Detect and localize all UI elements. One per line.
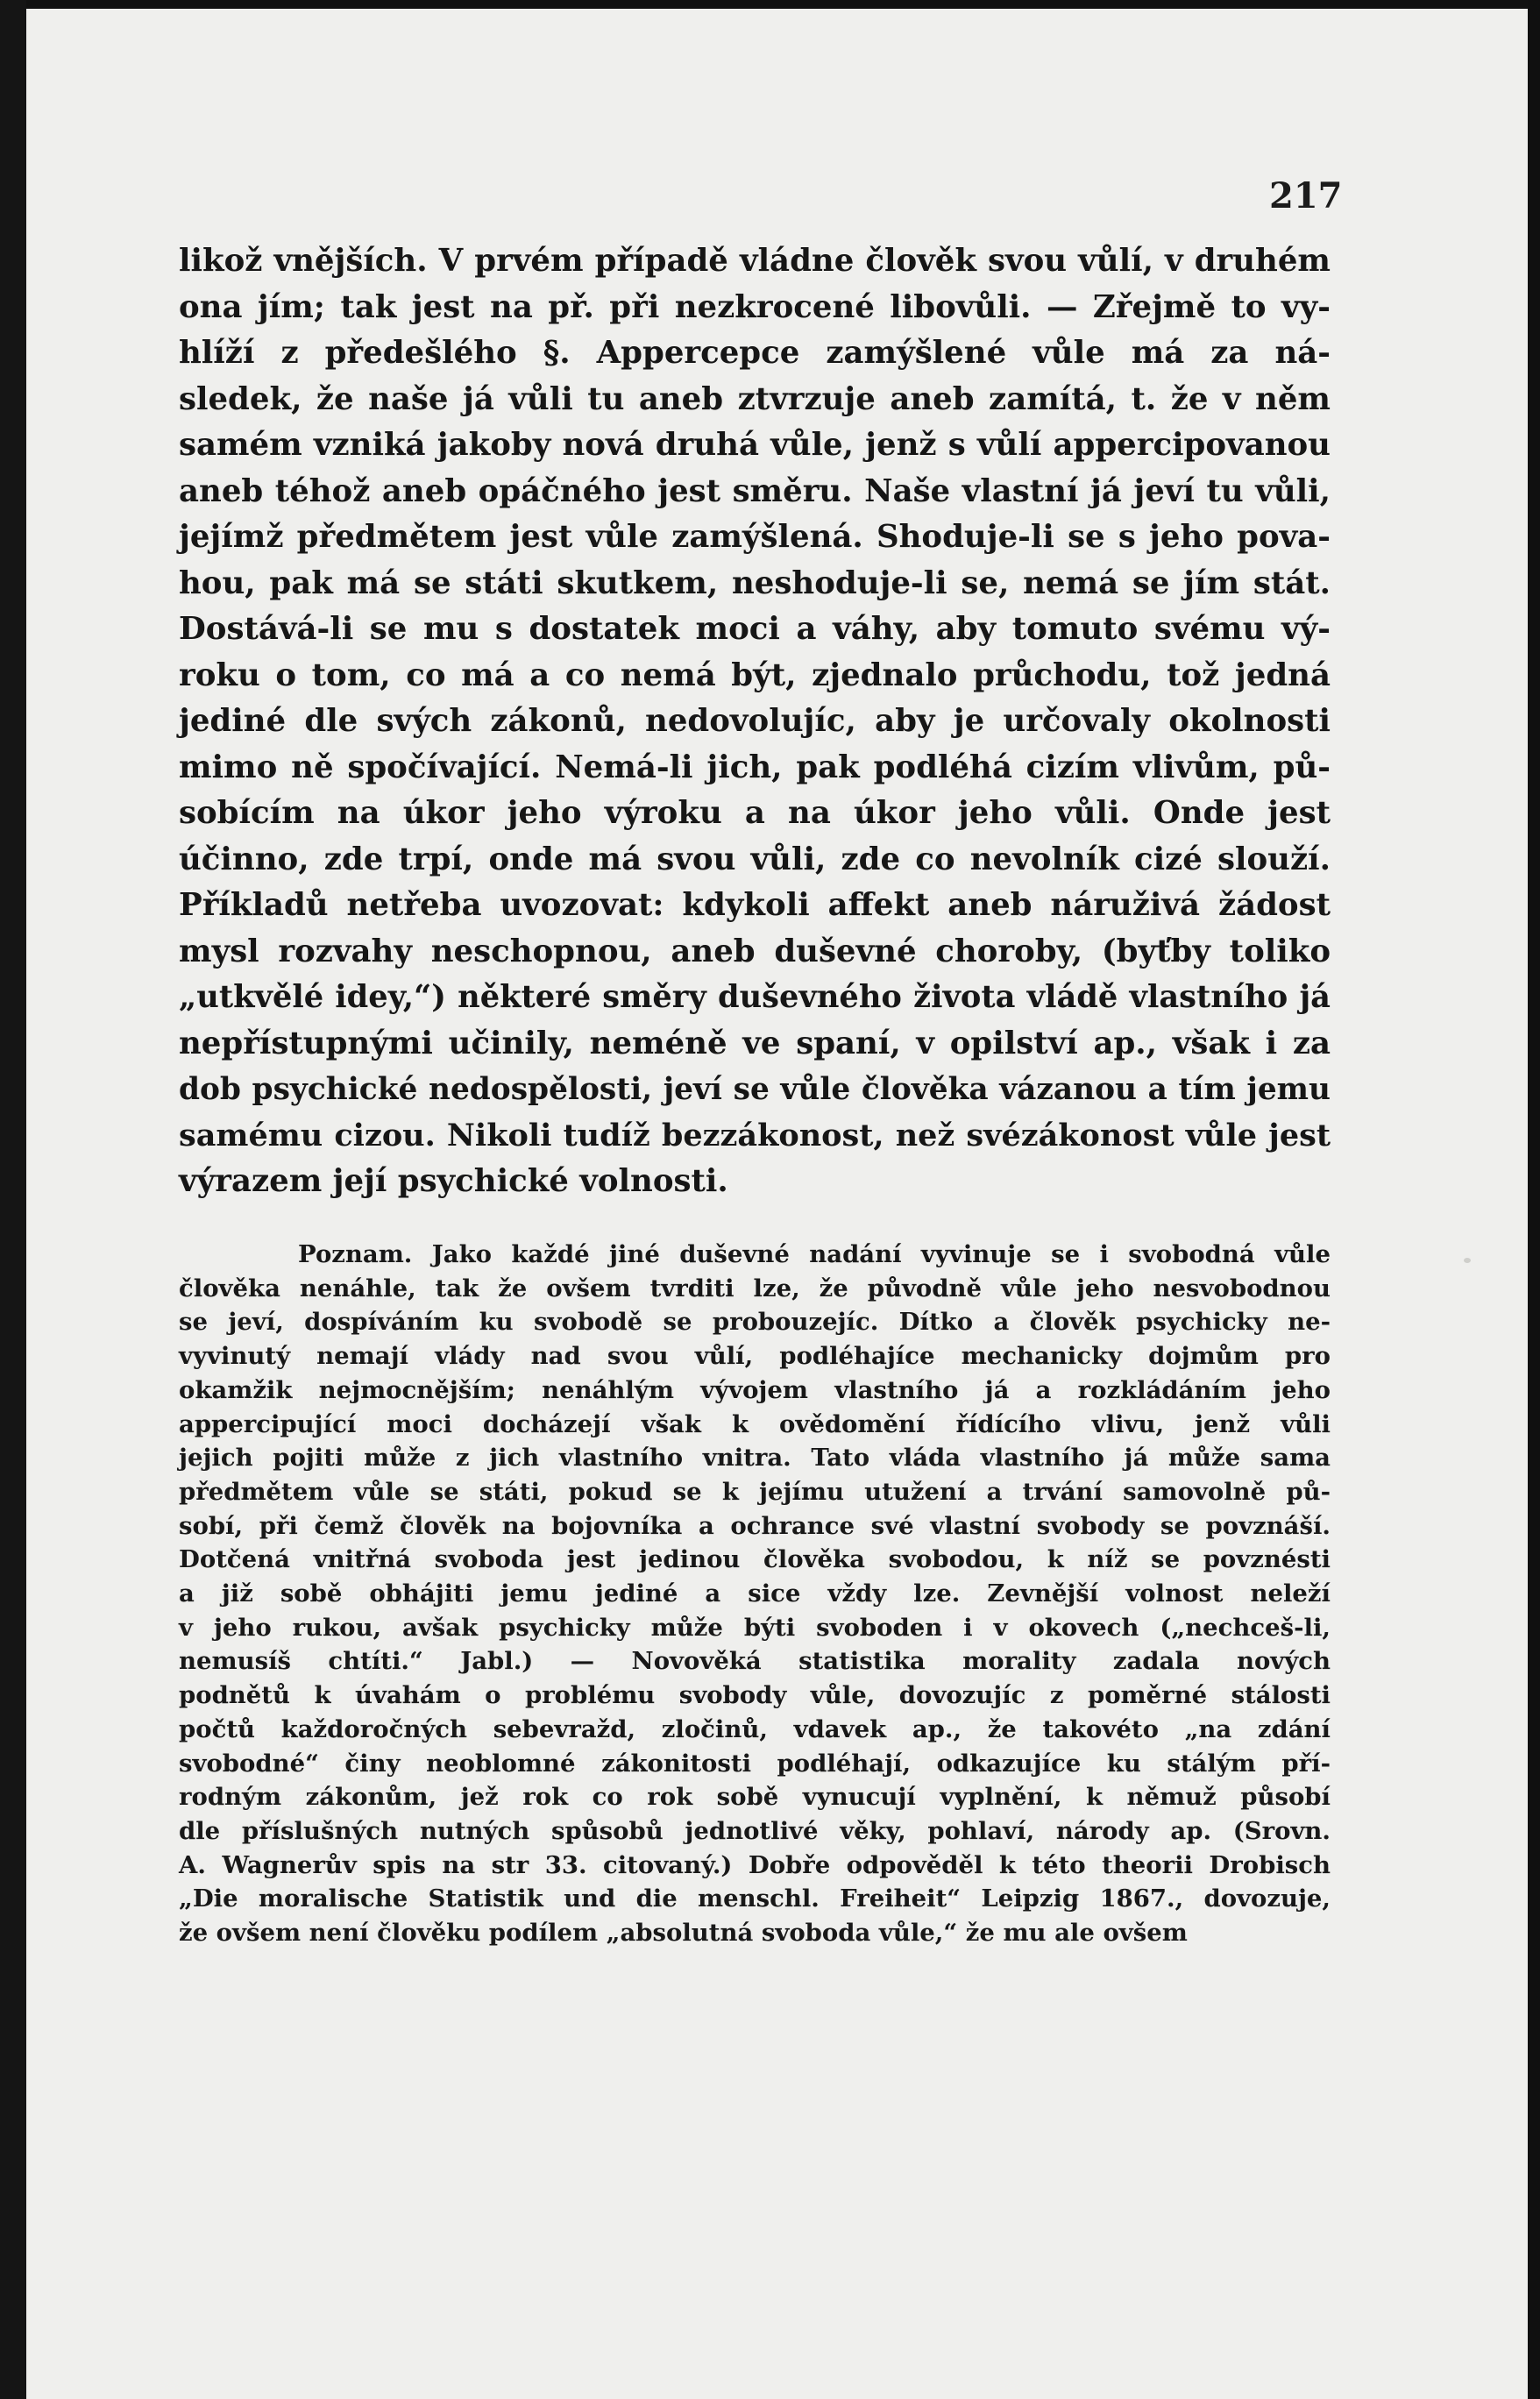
text-line: samému cizou. Nikoli tudíž bezzákonost, než svézákonost vůle jest: [179, 1117, 1331, 1153]
text-line: ona jím; tak jest na př. při nezkrocené libovůli. — Zřejmě to vy-: [179, 288, 1331, 325]
text-line: jediné dle svých zákonů, nedovolujíc, aby je určovaly okolnosti: [179, 703, 1331, 739]
text-line: dob psychické nedospělosti, jeví se vůle člověka vázanou a tím jemu: [179, 1072, 1331, 1107]
scan-border-top: [0, 0, 1540, 9]
text-line: výrazem její psychické volnosti.: [179, 1163, 728, 1199]
note-line: „Die moralische Statistik und die menschl. Freiheit“ Leipzig 1867., dovozuje,: [179, 1884, 1331, 1913]
book-page: [26, 9, 1528, 2399]
note-line: sobí, při čemž člověk na bojovníka a ochrance své vlastní svobody se povznáší.: [179, 1511, 1331, 1540]
text-line: mimo ně spočívající. Nemá-li jich, pak podléhá cizím vlivům, pů-: [179, 749, 1331, 785]
note-line: v jeho rukou, avšak psychicky může býti svoboden i v okovech („nechceš-li,: [179, 1613, 1331, 1642]
text-line: hlíží z předešlého §. Appercepce zamýšlené vůle má za ná-: [179, 335, 1331, 371]
note-line: a již sobě obhájiti jemu jediné a sice vždy lze. Zevnější volnost neleží: [179, 1579, 1331, 1608]
text-line: účinno, zde trpí, onde má svou vůli, zde co nevolník cizé slouží.: [179, 841, 1331, 877]
main-text: [179, 238, 1331, 1205]
note-line: Poznam. Jako každé jiné duševné nadání vyvinuje se i svobodná vůle: [298, 1240, 1331, 1268]
note-line: jejich pojiti může z jich vlastního vnitra. Tato vláda vlastního já může sama: [179, 1444, 1331, 1473]
text-line: aneb téhož aneb opáčného jest směru. Naše vlastní já jeví tu vůli,: [179, 472, 1331, 509]
note-line: podnětů k úvahám o problému svobody vůle, dovozujíc z poměrné stálosti: [179, 1681, 1331, 1710]
note-line: člověka nenáhle, tak že ovšem tvrditi lze, že původně vůle jeho nesvobodnou: [179, 1274, 1331, 1302]
note-line: dle příslušných nutných spůsobů jednotlivé věky, pohlaví, národy ap. (Srovn.: [179, 1816, 1331, 1845]
text-line: mysl rozvahy neschopnou, aneb duševné choroby, (byťby toliko: [179, 933, 1331, 969]
note-line: počtů každoročných sebevražd, zločinů, vdavek ap., že takovéto „na zdání: [179, 1714, 1331, 1743]
note-line: rodným zákonům, jež rok co rok sobě vynucují vyplnění, k němuž působí: [179, 1783, 1331, 1812]
note-line: okamžik nejmocnějším; nenáhlým vývojem vlastního já a rozkládáním jeho: [179, 1375, 1331, 1404]
note-line: vyvinutý nemají vlády nad svou vůlí, podléhajíce mechanicky dojmům pro: [179, 1342, 1331, 1371]
scan-border-left: [0, 0, 26, 2399]
note-line: předmětem vůle se státi, pokud se k jejímu utužení a trvání samovolně pů-: [179, 1477, 1331, 1506]
text-line: roku o tom, co má a co nemá být, zjednalo průchodu, tož jedná: [179, 657, 1331, 693]
remark-paragraph: [179, 1238, 1331, 1950]
text-line: hou, pak má se státi skutkem, neshoduje-li se, nemá se jím stát.: [179, 564, 1331, 601]
note-line: appercipující moci docházejí však k ovědomění řídícího vlivu, jenž vůli: [179, 1409, 1331, 1438]
note-line: že ovšem není člověku podílem „absolutná svoboda vůle,“ že mu ale ovšem: [179, 1919, 1188, 1948]
note-line: Dotčená vnitřná svoboda jest jedinou člověka svobodou, k níž se povznésti: [179, 1545, 1331, 1574]
text-line: nepřístupnými učinily, neméně ve spaní, v opilství ap., však i za: [179, 1025, 1331, 1061]
note-line: nemusíš chtíti.“ Jabl.) — Novověká statistika morality zadala nových: [179, 1647, 1331, 1676]
text-line: Příkladů netřeba uvozovat: kdykoli affekt aneb náruživá žádost: [179, 887, 1331, 923]
text-line: sledek, že naše já vůli tu aneb ztvrzuje aneb zamítá, t. že v něm: [179, 380, 1331, 417]
page-number: 217: [1269, 175, 1343, 216]
note-line: se jeví, dospíváním ku svobodě se probouzejíc. Dítko a člověk psychicky ne-: [179, 1308, 1331, 1337]
text-line: sobícím na úkor jeho výroku a na úkor jeho vůli. Onde jest: [179, 795, 1331, 831]
text-line: Dostává-li se mu s dostatek moci a váhy, aby tomuto svému vý-: [179, 611, 1331, 647]
text-line: samém vzniká jakoby nová druhá vůle, jenž s vůlí appercipovanou: [179, 427, 1331, 463]
scan-border-right: [1528, 0, 1540, 2399]
text-line: „utkvělé idey,“) některé směry duševného života vládě vlastního já: [179, 979, 1331, 1015]
note-line: svobodné“ činy neoblomné zákonitosti podléhají, odkazujíce ku stálým pří-: [179, 1749, 1331, 1778]
note-line: A. Wagnerův spis na str 33. citovaný.) Dobře odpověděl k této theorii Drobisch: [179, 1850, 1331, 1879]
text-line: jejímž předmětem jest vůle zamýšlená. Shoduje-li se s jeho pova-: [179, 519, 1331, 555]
paper-speck: [1464, 1258, 1471, 1263]
text-line: likož vnějších. V prvém případě vládne člověk svou vůlí, v druhém: [179, 243, 1331, 279]
